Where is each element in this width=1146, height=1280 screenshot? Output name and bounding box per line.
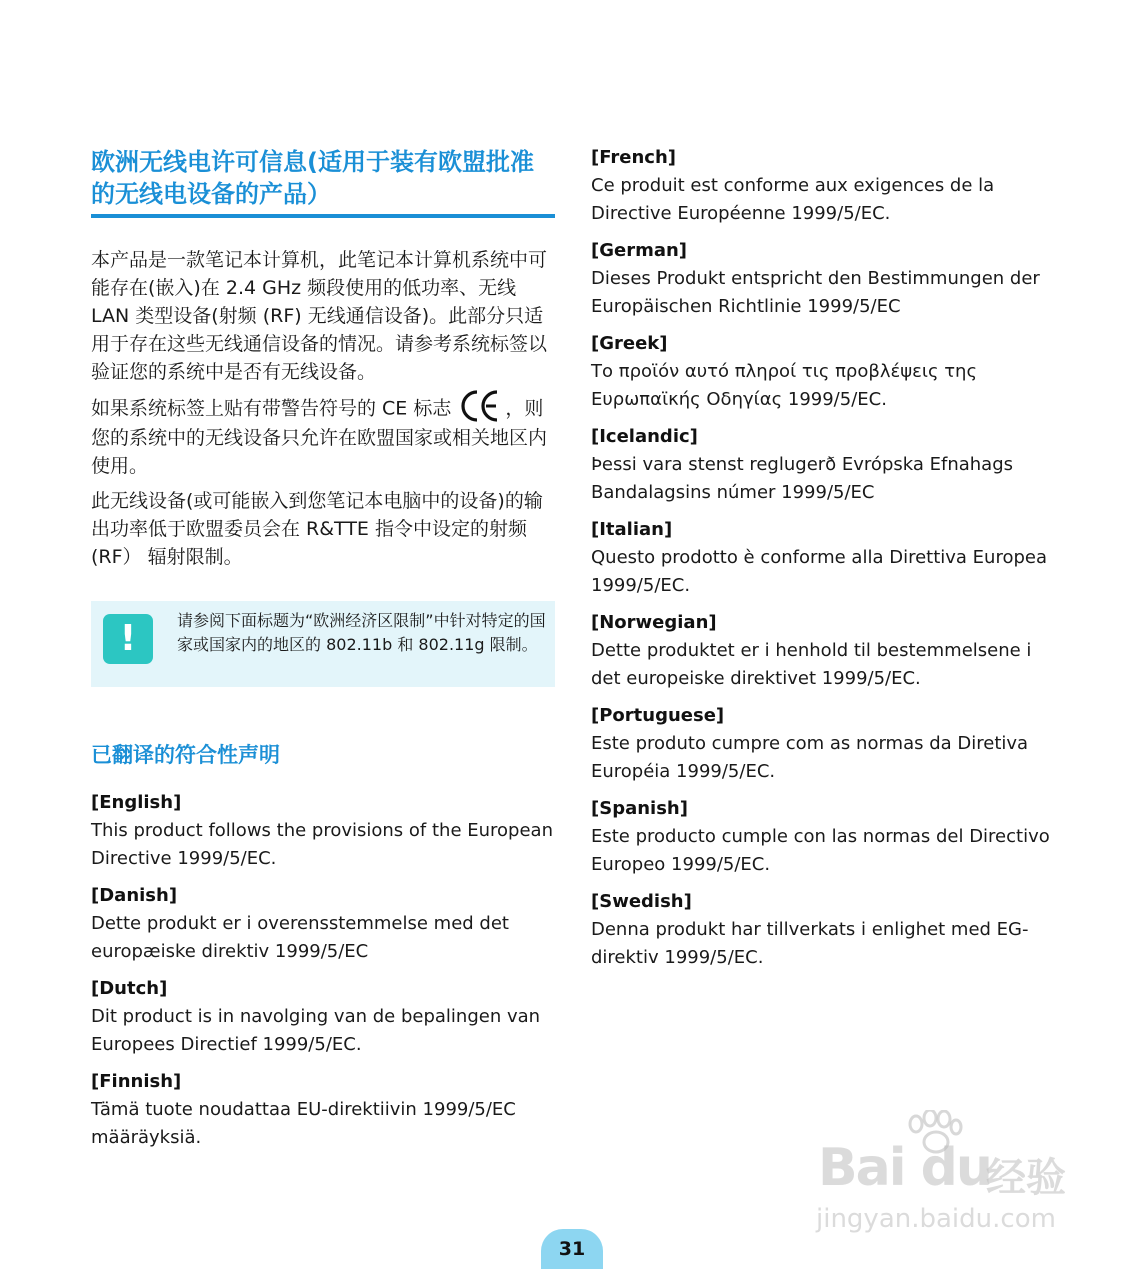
translation-statement: Denna produkt har tillverkats i enlighet med EG-direktiv 1999/5/EC. <box>591 919 1029 968</box>
watermark-label: 经验 <box>986 1155 1066 1201</box>
translation-statement: Þessi vara stenst reglugerð Evrópska Efnahags Bandalagsins númer 1999/5/EC <box>591 454 1013 503</box>
translation-entry <box>591 423 1061 507</box>
translation-language: [Swedish] <box>591 891 692 912</box>
watermark-logo: Bai du <box>818 1138 991 1198</box>
translation-language: [Danish] <box>91 885 178 906</box>
translation-language: [French] <box>591 147 676 168</box>
translation-entry <box>591 795 1061 879</box>
translation-language: [Icelandic] <box>591 426 698 447</box>
translation-language: [Spanish] <box>591 798 688 819</box>
title-underline <box>91 214 555 218</box>
translation-statement: Este produto cumpre com as normas da Diretiva Européia 1999/5/EC. <box>591 733 1029 782</box>
exclamation-icon: ! <box>103 614 153 664</box>
translation-entry <box>591 330 1061 414</box>
translation-entry <box>591 237 1061 321</box>
translation-statement: Dit product is in navolging van de bepalingen van Europees Directief 1999/5/EC. <box>91 1006 541 1055</box>
translation-language: [Finnish] <box>91 1071 182 1092</box>
note-box <box>91 601 555 687</box>
translation-language: [Dutch] <box>91 978 168 999</box>
translation-language: [German] <box>591 240 688 261</box>
translation-entry <box>591 516 1061 600</box>
ce-paragraph-lead: 如果系统标签上贴有带警告符号的 CE 标志 <box>91 397 452 420</box>
baidu-watermark <box>810 1110 1080 1240</box>
watermark-url: jingyan.baidu.com <box>816 1204 1056 1234</box>
translation-language: [Portuguese] <box>591 705 725 726</box>
translation-entry <box>591 702 1061 786</box>
section-title: 欧洲无线电许可信息(适用于装有欧盟批准的无线电设备的产品） <box>91 148 534 208</box>
translation-entry <box>591 609 1061 693</box>
ce-paragraph-tail: ，则您的系统中的无线设备只允许在欧盟国家或相关地区内使用。 <box>91 397 548 477</box>
translation-statement: Dette produkt er i overensstemmelse med det europæiske direktiv 1999/5/EC <box>91 913 509 962</box>
translations-title: 已翻译的符合性声明 <box>91 743 280 767</box>
translation-statement: Dette produktet er i henhold til bestemmelsene i det europeiske direktivet 1999/5/EC. <box>591 640 1032 689</box>
ce-paragraph <box>91 394 555 480</box>
translation-language: [Italian] <box>591 519 673 540</box>
translation-entry <box>591 888 1061 972</box>
translation-entry <box>91 789 561 873</box>
translation-statement: Tämä tuote noudattaa EU-direktiivin 1999/5/EC määräyksiä. <box>91 1099 516 1148</box>
translation-statement: Este producto cumple con las normas del Directivo Europeo 1999/5/EC. <box>591 826 1050 875</box>
rf-paragraph: 此无线设备(或可能嵌入到您笔记本电脑中的设备)的输出功率低于欧盟委员会在 R&TTE 指令中设定的射频 (RF） 辐射限制。 <box>91 490 543 568</box>
translation-statement: Ce produit est conforme aux exigences de la Directive Européenne 1999/5/EC. <box>591 175 995 224</box>
translation-statement: This product follows the provisions of the European Directive 1999/5/EC. <box>91 820 553 869</box>
translation-statement: Το προϊόν αυτό πληροί τις προβλέψεις της Ευρωπαϊκής Οδηγίας 1999/5/EC. <box>591 361 978 410</box>
translation-statement: Dieses Produkt entspricht den Bestimmungen der Europäischen Richtlinie 1999/5/EC <box>591 268 1040 317</box>
ce-mark-icon <box>459 388 503 424</box>
note-text: 请参阅下面标题为“欧洲经济区限制”中针对特定的国家或国家内的地区的 802.11b 和 802.11g 限制。 <box>177 611 546 654</box>
translation-entry <box>91 975 561 1059</box>
translation-language: [Greek] <box>591 333 668 354</box>
translation-language: [English] <box>91 792 182 813</box>
translation-language: [Norwegian] <box>591 612 717 633</box>
page-number: 31 <box>541 1229 603 1269</box>
translation-statement: Questo prodotto è conforme alla Direttiva Europea 1999/5/EC. <box>591 547 1048 596</box>
translation-entry <box>91 1068 561 1152</box>
intro-paragraph: 本产品是一款笔记本计算机，此笔记本计算机系统中可能存在(嵌入)在 2.4 GHz 频段使用的低功率、无线 LAN 类型设备(射频 (RF) 无线通信设备)。此部分只适用于存在这些无线通信设备的情况。请参考系统标签以验证您的系统中是否有无线设备。 <box>91 249 548 383</box>
translation-entry <box>91 882 561 966</box>
translation-entry <box>591 144 1061 228</box>
